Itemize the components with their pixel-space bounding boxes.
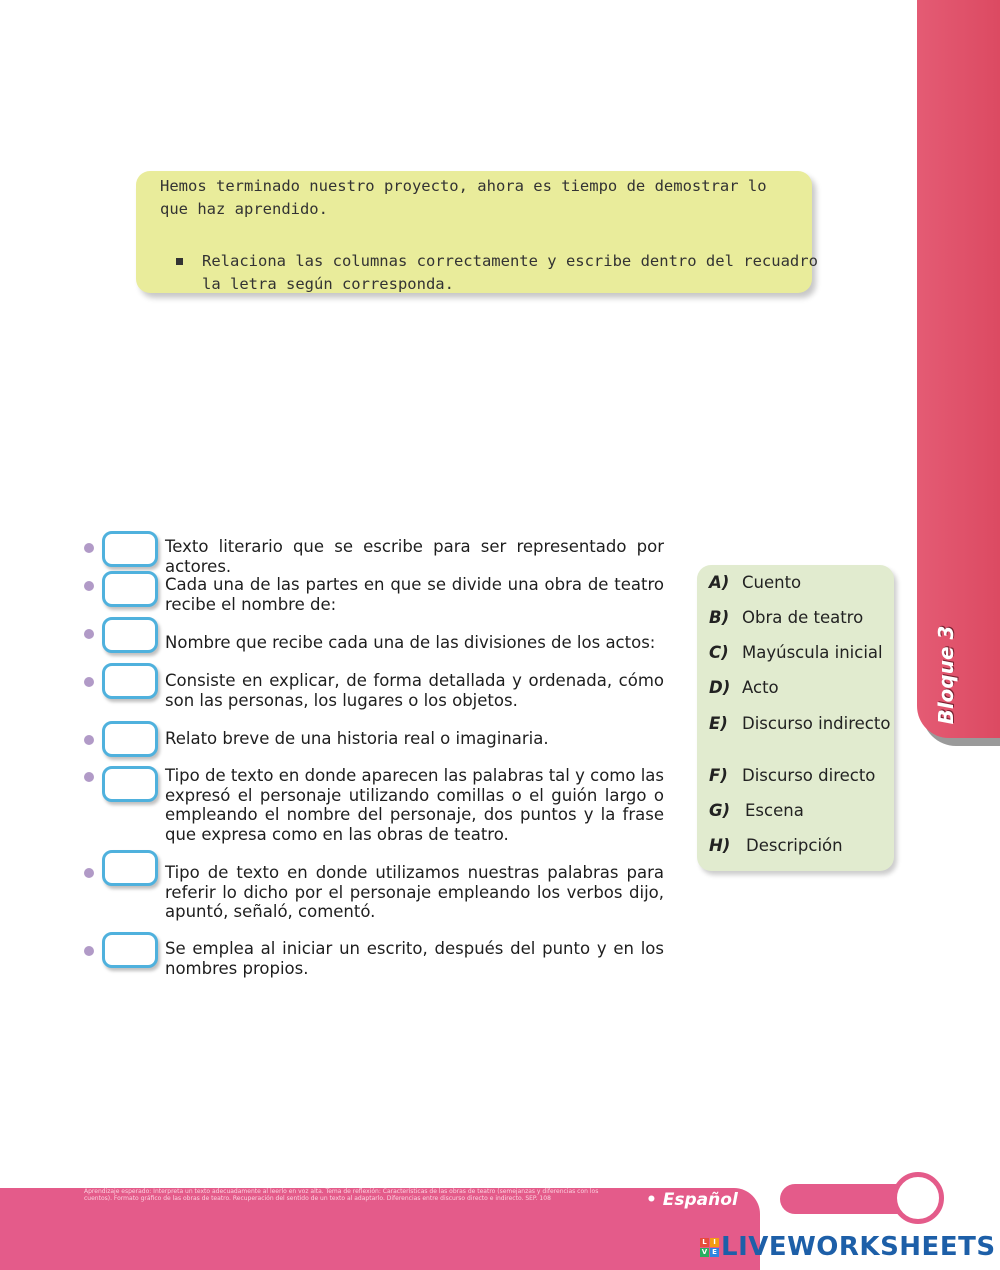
- answer-text: Obra de teatro: [742, 608, 864, 627]
- logo-letter: L: [700, 1238, 709, 1247]
- question-text: Texto literario que se escribe para ser representado por actores.: [165, 537, 664, 576]
- answer-text: Discurso indirecto: [742, 714, 891, 733]
- answer-letter: D): [709, 678, 731, 697]
- answer-letter: E): [709, 714, 728, 733]
- question-text: Consiste en explicar, de forma detallada y ordenada, cómo son las personas, los lugares o los objetos.: [165, 671, 664, 710]
- question-text: Se emplea al iniciar un escrito, después del punto y en los nombres propios.: [165, 939, 664, 978]
- answer-input-box[interactable]: [102, 766, 158, 802]
- brand-text: LIVEWORKSHEETS: [721, 1232, 996, 1262]
- logo-icon: [700, 1238, 719, 1257]
- bullet-square-icon: [176, 258, 183, 265]
- question-text: Cada una de las partes en que se divide una obra de teatro recibe el nombre de:: [165, 575, 664, 614]
- bullet-dot-icon: [84, 543, 94, 553]
- answer-letter: F): [709, 766, 728, 785]
- question-text: Tipo de texto en donde aparecen las palabras tal y como las expresó el personaje utilizando comillas o el guión largo o empleando el nombre del personaje, dos puntos y la frase que expresa como en las obras de teatro.: [165, 766, 665, 844]
- answer-input-box[interactable]: [102, 663, 158, 699]
- instructions-bullet-text: Relaciona las columnas correctamente y escribe dentro del recuadro la letra según corresponda.: [202, 252, 818, 293]
- answer-text: Descripción: [746, 836, 843, 855]
- answer-input-box[interactable]: [102, 932, 158, 968]
- logo-letter: I: [710, 1238, 719, 1247]
- answer-letter: B): [709, 608, 730, 627]
- bullet-dot-icon: [84, 772, 94, 782]
- footer-note: Aprendizaje esperado: Interpreta un texto adecuadamente al leerlo en voz alta. Tema de reflexión: Características de las obras de teatro (semejanzas y diferencias con los cuentos). Formato gráfico de las obras de teatro. Recuperación del sentido de un texto al adaptarlo. Diferencias entre discurso directo e indirecto. SEP. 108: [84, 1188, 599, 1202]
- question-text: Tipo de texto en donde utilizamos nuestras palabras para referir lo dicho por el personaje empleando los verbos dijo, apuntó, señaló, comentó.: [165, 863, 664, 921]
- bullet-dot-icon: [84, 581, 94, 591]
- bullet-dot-icon: [84, 946, 94, 956]
- answer-letter: A): [709, 573, 730, 592]
- question-text: Relato breve de una historia real o imaginaria.: [165, 729, 549, 748]
- block-label: Bloque 3: [934, 625, 958, 725]
- answer-letter: C): [709, 643, 729, 662]
- footer-circle: [892, 1172, 944, 1224]
- subject-label: • Español: [646, 1190, 738, 1210]
- liveworksheets-logo: [700, 1232, 996, 1262]
- logo-letter: E: [710, 1248, 719, 1257]
- answer-text: Escena: [745, 801, 804, 820]
- answer-text: Cuento: [742, 573, 802, 592]
- answer-text: Discurso directo: [742, 766, 876, 785]
- answer-input-box[interactable]: [102, 617, 158, 653]
- instructions-box: [136, 171, 818, 293]
- bullet-dot-icon: [84, 629, 94, 639]
- answer-input-box[interactable]: [102, 850, 158, 886]
- instructions-bullet: [176, 250, 822, 296]
- answer-options-panel: [697, 565, 894, 871]
- answer-input-box[interactable]: [102, 531, 158, 567]
- answer-text: Acto: [742, 678, 779, 697]
- logo-letter: V: [701, 1247, 708, 1256]
- instructions-intro: Hemos terminado nuestro proyecto, ahora es tiempo de demostrar lo que haz aprendido.: [160, 177, 767, 218]
- answer-letter: H): [709, 836, 731, 855]
- bullet-dot-icon: [84, 868, 94, 878]
- question-text: Nombre que recibe cada una de las divisiones de los actos:: [165, 633, 656, 652]
- answer-input-box[interactable]: [102, 721, 158, 757]
- answer-text: Mayúscula inicial: [742, 643, 883, 662]
- answer-input-box[interactable]: [102, 571, 158, 607]
- bullet-dot-icon: [84, 677, 94, 687]
- answer-letter: G): [709, 801, 731, 820]
- bullet-dot-icon: [84, 735, 94, 745]
